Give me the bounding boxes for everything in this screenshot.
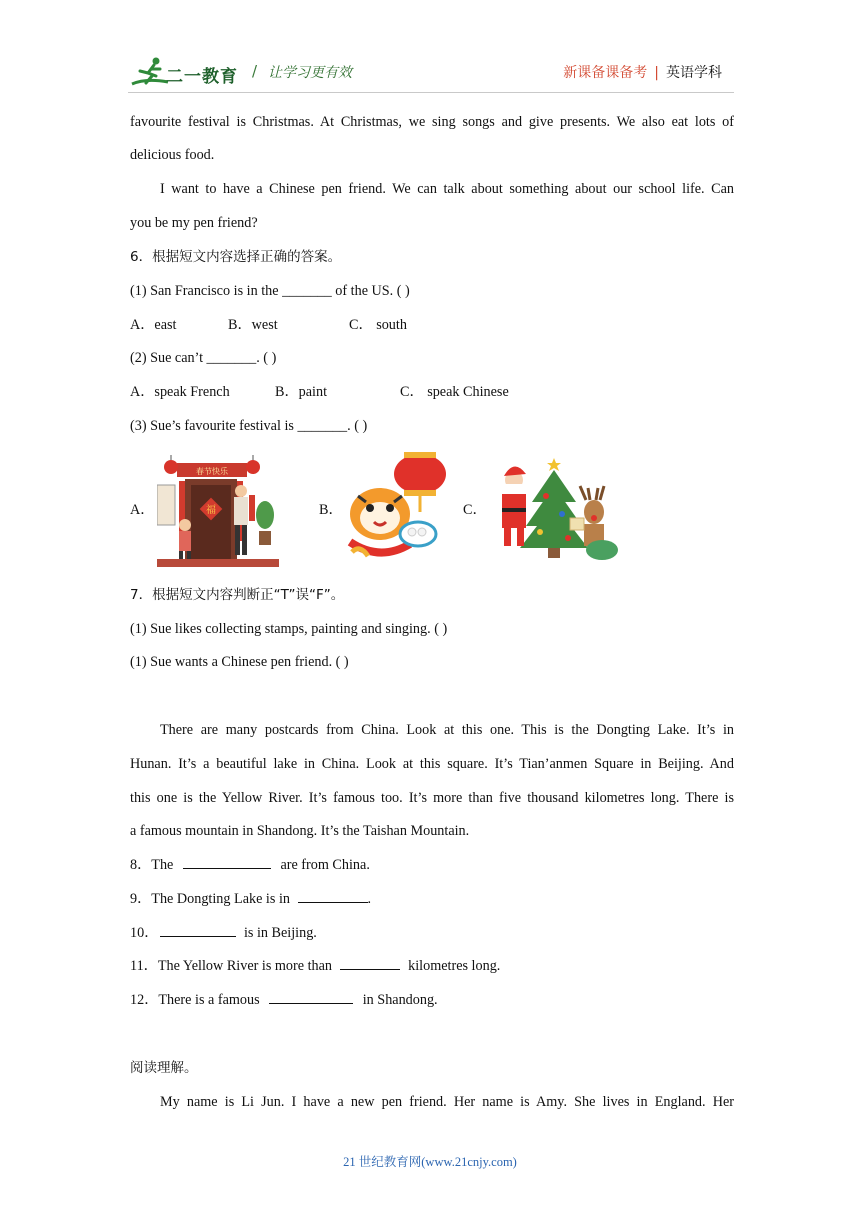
door-banner-text: 春节快乐 bbox=[196, 467, 228, 476]
header-slogan: 让学习更有效 bbox=[268, 65, 352, 81]
passage2-line1: There are many postcards from China. Look at this one. This is the Dongting Lake. It’s in bbox=[160, 722, 734, 738]
passage2-line4: a famous mountain in Shandong. It’s the Taishan Mountain. bbox=[130, 823, 470, 839]
header-course-label: 新课备课备考 bbox=[563, 65, 648, 81]
q6-sub1-question: (1) San Francisco is in the _______ of the US. ( ) bbox=[130, 283, 410, 299]
q8-prefix: 8．The bbox=[130, 857, 177, 873]
q8-blank[interactable] bbox=[183, 854, 271, 869]
q10-prefix: 10． bbox=[130, 925, 159, 941]
q12-prefix: 12．There is a famous bbox=[130, 992, 264, 1008]
runner-logo-icon bbox=[130, 56, 170, 90]
christmas-picture bbox=[496, 452, 620, 564]
q11-suffix: kilometres long. bbox=[404, 958, 501, 974]
section3-title: 阅读理解。 bbox=[130, 1060, 198, 1076]
passage1-line2: delicious food. bbox=[130, 147, 215, 163]
q11 bbox=[130, 949, 500, 983]
q6-sub2-option-c: C． speak Chinese bbox=[400, 384, 509, 400]
q12-blank[interactable] bbox=[269, 989, 353, 1004]
q8-suffix: are from China. bbox=[276, 857, 370, 873]
q9-blank[interactable] bbox=[298, 888, 368, 903]
q10-suffix: is in Beijing. bbox=[240, 925, 317, 941]
passage1-line3: I want to have a Chinese pen friend. We can talk about something about our school life. Can bbox=[160, 181, 734, 197]
q10-blank[interactable] bbox=[160, 922, 236, 937]
q9 bbox=[130, 882, 371, 916]
q6-sub3-option-b-label: B． bbox=[319, 502, 343, 518]
q11-prefix: 11．The Yellow River is more than bbox=[130, 958, 336, 974]
header-separator: | bbox=[654, 65, 659, 81]
q6-sub1-option-b: B．west bbox=[228, 317, 278, 333]
q6-sub3-option-c-label: C． bbox=[463, 502, 487, 518]
header-rule bbox=[128, 92, 734, 93]
q12 bbox=[130, 983, 438, 1017]
q12-suffix: in Shandong. bbox=[359, 992, 438, 1008]
q6-sub1-option-a: A．east bbox=[130, 317, 177, 333]
header-subject bbox=[563, 62, 722, 82]
passage2-line2: Hunan. It’s a beautiful lake in China. Look at this square. It’s Tian’anmen Square in Beijing. And bbox=[130, 756, 734, 772]
q6-sub3-option-a-label: A． bbox=[130, 502, 155, 518]
logo bbox=[130, 56, 248, 90]
logo-text: 二一教育 bbox=[166, 67, 238, 87]
lantern-tiger-picture bbox=[340, 452, 452, 562]
q8 bbox=[130, 848, 370, 882]
q6-title: 6．根据短文内容选择正确的答案。 bbox=[130, 249, 342, 265]
header-subject-label: 英语学科 bbox=[666, 65, 722, 81]
page-footer: 21 世纪教育网(www.21cnjy.com) bbox=[343, 1155, 517, 1169]
section3-line1: My name is Li Jun. I have a new pen friend. Her name is Amy. She lives in England. Her bbox=[160, 1094, 734, 1110]
q7-sub1: (1) Sue likes collecting stamps, painting and singing. ( ) bbox=[130, 621, 448, 637]
q6-sub2-option-a: A．speak French bbox=[130, 384, 230, 400]
q9-suffix: . bbox=[367, 891, 372, 907]
q6-sub2-option-b: B．paint bbox=[275, 384, 328, 400]
fu-character: 福 bbox=[206, 505, 216, 516]
passage1-line4: you be my pen friend? bbox=[130, 215, 258, 231]
passage1-line1: favourite festival is Christmas. At Christmas, we sing songs and give presents. We also eat lots of bbox=[130, 114, 734, 130]
q7-sub2: (1) Sue wants a Chinese pen friend. ( ) bbox=[130, 654, 349, 670]
q6-sub1-options bbox=[130, 308, 407, 342]
header-divider-slash: / bbox=[252, 62, 258, 80]
q6-sub1-option-c: C． south bbox=[349, 317, 407, 333]
q9-prefix: 9．The Dongting Lake is in bbox=[130, 891, 294, 907]
q11-blank[interactable] bbox=[340, 955, 400, 970]
q6-sub2-question: (2) Sue can’t _______. ( ) bbox=[130, 350, 277, 366]
q10 bbox=[130, 916, 317, 950]
q6-sub3-question: (3) Sue’s favourite festival is _______. ( ) bbox=[130, 418, 368, 434]
spring-festival-picture bbox=[157, 455, 279, 567]
q6-sub2-options bbox=[130, 375, 509, 409]
passage2-line3: this one is the Yellow River. It’s famous too. It’s more than five thousand kilometres long. There is bbox=[130, 790, 734, 806]
q7-title: 7．根据短文内容判断正“T”误“F”。 bbox=[130, 587, 345, 603]
page-header bbox=[0, 0, 860, 100]
